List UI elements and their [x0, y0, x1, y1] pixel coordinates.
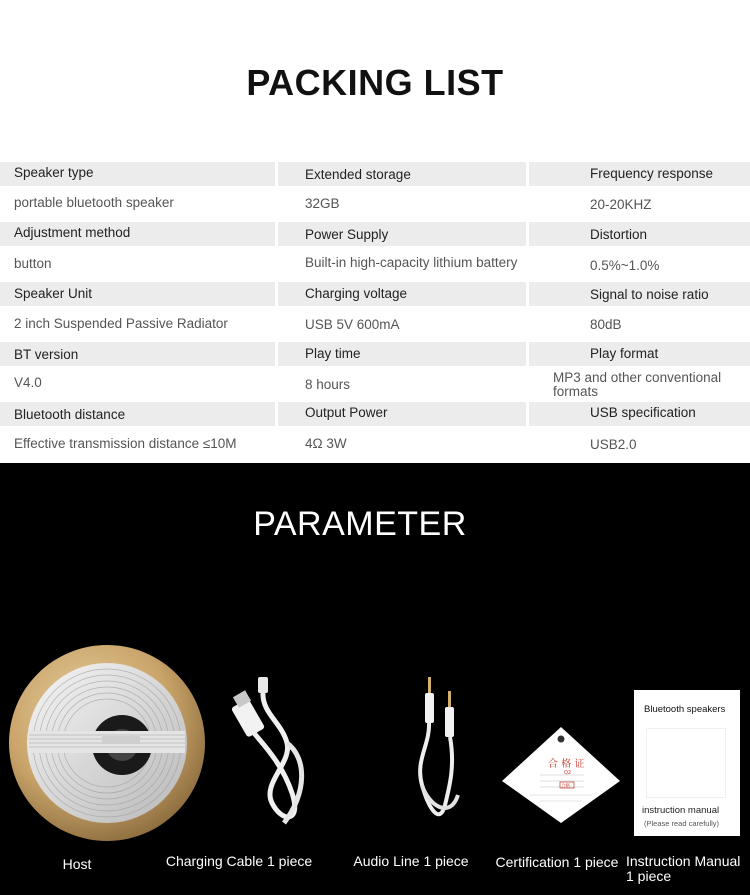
spec-value: USB 5V 600mA	[305, 317, 400, 332]
item-label-certification: Certification 1 piece	[495, 854, 619, 870]
spec-value: Effective transmission distance ≤10M	[14, 436, 237, 451]
spec-label: Power Supply	[305, 227, 389, 242]
spec-value-row	[0, 246, 750, 282]
spec-header-row	[0, 402, 750, 426]
spec-label: Bluetooth distance	[14, 407, 126, 422]
speaker-icon	[4, 643, 210, 843]
spec-value: button	[14, 256, 52, 271]
packing-list-title: PACKING LIST	[246, 62, 504, 103]
spec-label: Frequency response	[590, 166, 714, 181]
spec-label: USB specification	[590, 405, 696, 420]
spec-label: Play format	[590, 346, 659, 361]
spec-value: 80dB	[590, 317, 622, 332]
item-label-audio-line: Audio Line 1 piece	[353, 853, 469, 869]
spec-header-row	[0, 222, 750, 246]
certificate-tag-icon	[500, 725, 622, 825]
spec-label: Adjustment method	[14, 225, 131, 240]
spec-value: Built-in high-capacity lithium battery	[305, 255, 518, 270]
spec-label: Output Power	[305, 405, 388, 420]
audio-cable-icon	[410, 675, 470, 835]
spec-value: USB2.0	[590, 437, 637, 452]
spec-value: portable bluetooth speaker	[14, 195, 174, 210]
spec-label: Speaker type	[14, 165, 94, 180]
certificate-title: 合 格 证	[548, 759, 585, 770]
spec-table	[0, 162, 750, 462]
spec-header-row	[0, 342, 750, 366]
spec-value: V4.0	[14, 375, 42, 390]
spec-value: 2 inch Suspended Passive Radiator	[14, 316, 228, 331]
spec-label: BT version	[14, 347, 79, 362]
manual-subtitle: instruction manual	[642, 805, 720, 816]
spec-value: 8 hours	[305, 377, 351, 392]
spec-value: 4Ω 3W	[305, 436, 347, 451]
item-label-charging-cable: Charging Cable 1 piece	[165, 853, 313, 869]
spec-value-row	[0, 306, 750, 342]
spec-header-row	[0, 282, 750, 306]
spec-value-row	[0, 186, 750, 222]
manual-icon	[634, 690, 740, 836]
spec-value-row	[0, 366, 750, 402]
parameter-section	[0, 463, 750, 895]
manual-title: Bluetooth speakers	[644, 704, 726, 715]
certificate-stamp: 合格	[561, 784, 570, 789]
certificate-model: Q2	[564, 770, 572, 776]
spec-header-row	[0, 162, 750, 186]
item-label-manual: Instruction Manual 1 piece	[626, 853, 741, 884]
spec-value: 32GB	[305, 196, 340, 211]
spec-label: Extended storage	[305, 167, 411, 182]
spec-label: Signal to noise ratio	[590, 287, 709, 302]
parameter-title: PARAMETER	[253, 505, 467, 543]
spec-label: Distortion	[590, 227, 648, 242]
item-label-host: Host	[62, 856, 92, 872]
spec-value: MP3 and other conventional formats	[553, 370, 722, 399]
spec-label: Speaker Unit	[14, 286, 93, 301]
spec-value-row	[0, 426, 750, 462]
manual-note: (Please read carefully)	[644, 819, 720, 828]
spec-value: 0.5%~1.0%	[590, 258, 660, 273]
spec-value: 20-20KHZ	[590, 197, 652, 212]
usb-cable-icon	[232, 673, 322, 833]
spec-label: Charging voltage	[305, 286, 408, 301]
spec-label: Play time	[305, 346, 361, 361]
